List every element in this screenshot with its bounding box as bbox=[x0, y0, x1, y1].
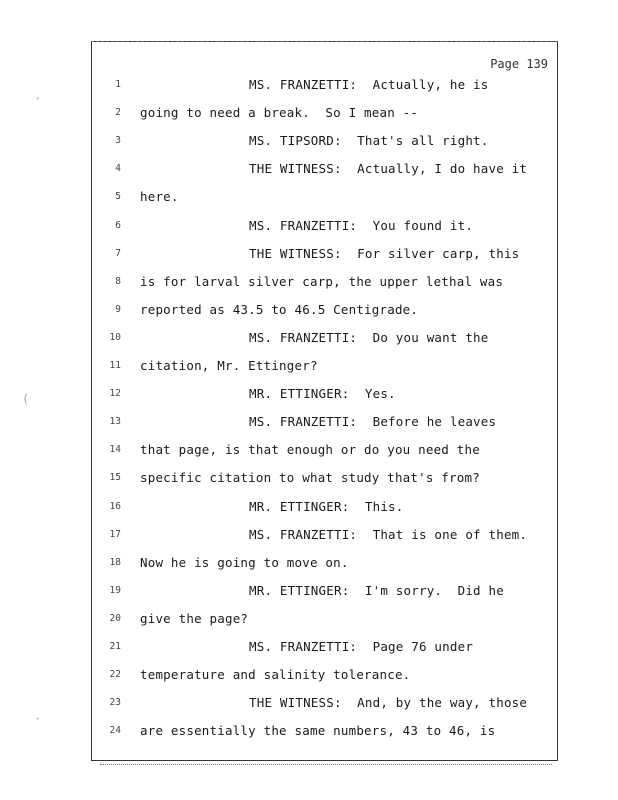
transcript-line bbox=[91, 693, 558, 713]
line-text: Now he is going to move on. bbox=[140, 554, 349, 570]
line-number: 22 bbox=[109, 669, 121, 681]
transcript-line bbox=[91, 328, 558, 348]
transcript-line bbox=[91, 553, 558, 573]
line-text: citation, Mr. Ettinger? bbox=[140, 358, 318, 373]
line-text: MR. ETTINGER: Yes. bbox=[249, 386, 396, 402]
line-text: that page, is that enough or do you need the bbox=[140, 442, 480, 458]
line-text: reported as 43.5 to 46.5 Centigrade. bbox=[140, 301, 419, 317]
line-number: 2 bbox=[115, 107, 121, 119]
line-text: MS. FRANZETTI: You found it. bbox=[249, 217, 474, 233]
transcript-line bbox=[91, 131, 558, 151]
line-text: temperature and salinity tolerance. bbox=[140, 667, 411, 683]
bottom-rule bbox=[100, 764, 552, 767]
transcript-line bbox=[91, 159, 558, 179]
line-number: 13 bbox=[109, 416, 121, 428]
line-number: 1 bbox=[115, 79, 121, 90]
transcript-line bbox=[91, 187, 558, 207]
scan-mark: · bbox=[34, 712, 42, 726]
line-text: going to need a break. So I mean -- bbox=[140, 105, 419, 121]
line-number: 19 bbox=[109, 584, 121, 596]
line-text: THE WITNESS: And, by the way, those bbox=[249, 695, 528, 711]
line-text: MS. FRANZETTI: That is one of them. bbox=[249, 526, 528, 542]
transcript-line bbox=[91, 497, 558, 517]
line-text: MS. FRANZETTI: Page 76 under bbox=[249, 639, 474, 654]
transcript-line bbox=[91, 103, 558, 123]
line-text: MR. ETTINGER: This. bbox=[249, 498, 404, 514]
transcript-line bbox=[91, 721, 558, 741]
transcript-line bbox=[91, 525, 558, 545]
transcript-line bbox=[91, 300, 558, 320]
transcript-line bbox=[91, 637, 558, 657]
line-number: 5 bbox=[115, 191, 121, 203]
transcript-line bbox=[91, 665, 558, 685]
transcript-line bbox=[91, 244, 558, 264]
line-text: are essentially the same numbers, 43 to 46, is bbox=[140, 723, 496, 739]
scan-mark: ( bbox=[22, 392, 30, 406]
page-number: Page 139 bbox=[490, 57, 548, 71]
line-text: THE WITNESS: Actually, I do have it bbox=[249, 161, 528, 177]
line-number: 18 bbox=[109, 556, 121, 568]
line-text: here. bbox=[140, 189, 179, 205]
transcript-line bbox=[91, 272, 558, 292]
line-number: 21 bbox=[109, 641, 121, 652]
transcript-line bbox=[91, 75, 558, 95]
line-text: give the page? bbox=[140, 610, 249, 626]
top-rule bbox=[91, 41, 558, 43]
transcript-line bbox=[91, 356, 558, 376]
line-number: 4 bbox=[115, 163, 121, 175]
line-text: MS. FRANZETTI: Do you want the bbox=[249, 329, 489, 345]
line-text: MS. TIPSORD: That's all right. bbox=[249, 133, 489, 149]
line-number: 23 bbox=[109, 697, 121, 709]
transcript-line bbox=[91, 609, 558, 629]
line-number: 14 bbox=[109, 444, 121, 456]
line-number: 6 bbox=[115, 219, 121, 231]
line-number: 9 bbox=[115, 303, 121, 315]
line-text: MR. ETTINGER: I'm sorry. Did he bbox=[249, 582, 504, 598]
scan-mark: · bbox=[34, 92, 42, 106]
line-text: THE WITNESS: For silver carp, this bbox=[249, 245, 520, 261]
line-number: 24 bbox=[109, 725, 121, 737]
line-number: 12 bbox=[109, 388, 121, 400]
line-number: 20 bbox=[109, 612, 121, 624]
line-number: 7 bbox=[115, 247, 121, 259]
line-text: MS. FRANZETTI: Actually, he is bbox=[249, 77, 489, 92]
line-text: MS. FRANZETTI: Before he leaves bbox=[249, 414, 497, 430]
line-number: 16 bbox=[109, 500, 121, 512]
line-text: specific citation to what study that's from? bbox=[140, 470, 480, 486]
line-number: 11 bbox=[109, 360, 121, 371]
transcript-line bbox=[91, 216, 558, 236]
transcript-line bbox=[91, 468, 558, 488]
line-text: is for larval silver carp, the upper lethal was bbox=[140, 273, 504, 289]
line-number: 15 bbox=[109, 472, 121, 484]
line-number: 17 bbox=[109, 528, 121, 540]
transcript-line bbox=[91, 581, 558, 601]
transcript-line bbox=[91, 412, 558, 432]
line-number: 10 bbox=[109, 331, 121, 343]
transcript-line bbox=[91, 384, 558, 404]
transcript-line bbox=[91, 440, 558, 460]
line-number: 3 bbox=[115, 135, 121, 147]
line-number: 8 bbox=[115, 275, 121, 287]
